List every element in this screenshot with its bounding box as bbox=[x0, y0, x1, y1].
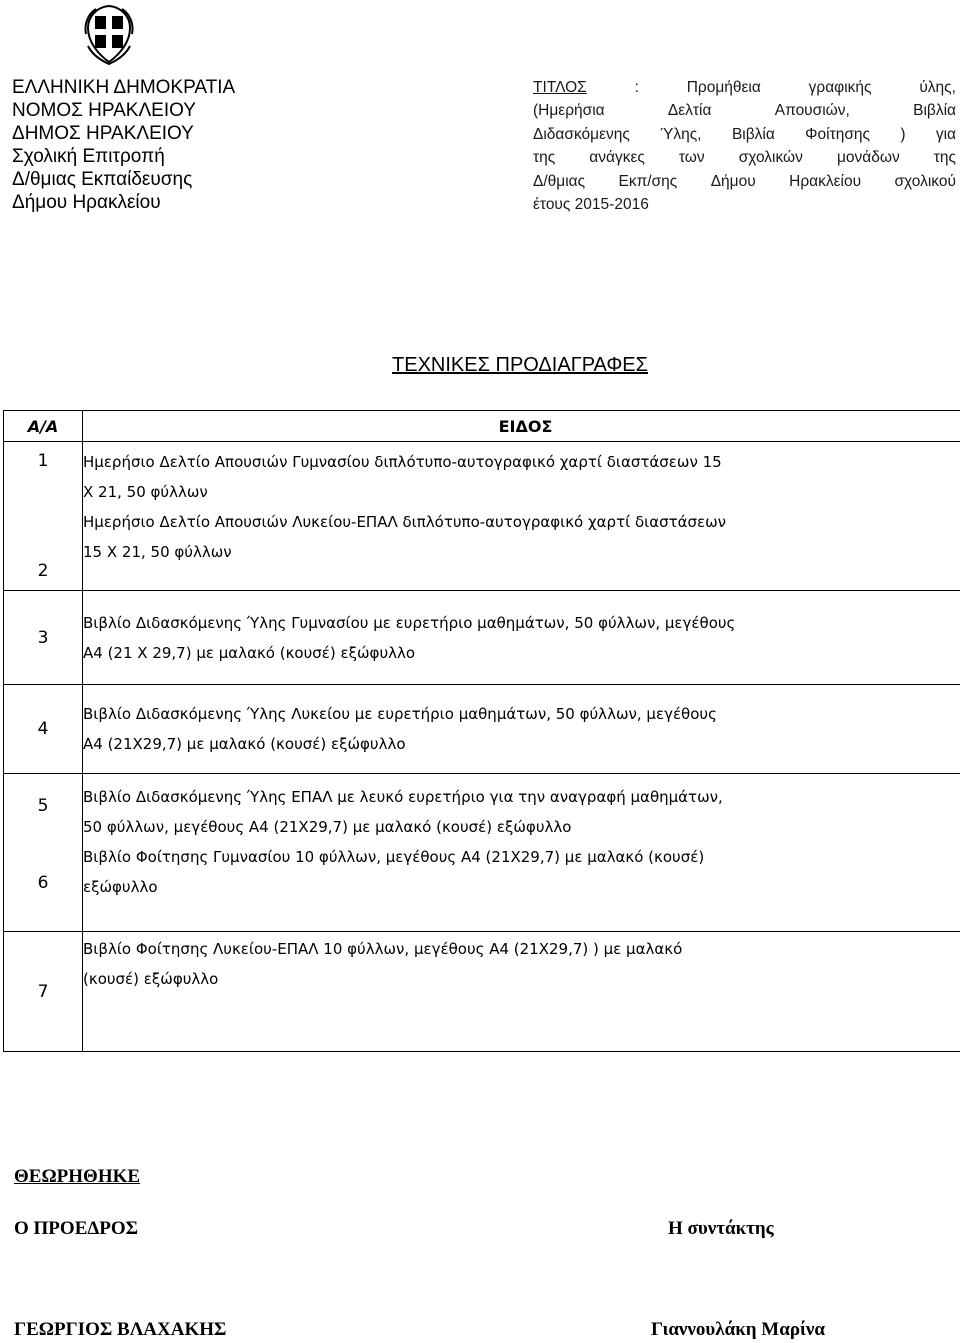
title-word: σχολικού bbox=[894, 172, 956, 190]
row-number: 1 bbox=[37, 451, 49, 471]
title-word: Δ/θμιας bbox=[533, 172, 586, 190]
column-header-aa: Α/Α bbox=[4, 411, 83, 442]
title-word: Εκπ/σης bbox=[618, 172, 678, 190]
title-line bbox=[533, 123, 956, 146]
president-name: ΓΕΩΡΓΙΟΣ ΒΛΑΧΑΚΗΣ bbox=[14, 1319, 227, 1340]
title-word: Δελτία bbox=[667, 102, 712, 120]
issuer-line: Δήμου Ηρακλείου bbox=[12, 192, 161, 213]
title-word: για bbox=[935, 125, 956, 143]
item-line: Ημερήσιο Δελτίο Απουσιών Λυκείου-ΕΠΑΛ διπλότυπο-αυτογραφικό χαρτί διαστάσεων bbox=[83, 513, 727, 531]
title-word: μονάδων bbox=[836, 149, 900, 167]
item-line: Χ 21, 50 φύλλων bbox=[83, 483, 208, 501]
table-row bbox=[4, 774, 960, 932]
item-line: 15 Χ 21, 50 φύλλων bbox=[83, 543, 232, 561]
item-line: Α4 (21 Χ 29,7) με μαλακό (κουσέ) εξώφυλλο bbox=[83, 643, 416, 662]
title-label: ΤΙΤΛΟΣ bbox=[533, 79, 587, 96]
item-line: Α4 (21Χ29,7) με μαλακό (κουσέ) εξώφυλλο bbox=[83, 735, 406, 753]
title-word: των bbox=[678, 149, 705, 167]
table-row bbox=[4, 685, 960, 774]
table-row bbox=[4, 442, 960, 591]
title-word: Ύλης, bbox=[660, 125, 702, 143]
president-title: Ο ΠΡΟΕΔΡΟΣ bbox=[14, 1218, 139, 1239]
row-number-cell bbox=[4, 685, 83, 774]
item-line: Βιβλίο Διδασκόμενης Ύλης Λυκείου με ευρετήριο μαθημάτων, 50 φύλλων, μεγέθους bbox=[83, 705, 717, 723]
item-description-cell bbox=[83, 774, 960, 932]
table-row bbox=[4, 591, 960, 685]
column-header-item: ΕΙΔΟΣ bbox=[83, 411, 960, 442]
row-number-cell bbox=[4, 442, 83, 591]
title-word: Βιβλία bbox=[913, 102, 956, 120]
item-line: Βιβλίο Φοίτησης Γυμνασίου 10 φύλλων, μεγέθους Α4 (21Χ29,7) με μαλακό (κουσέ) bbox=[83, 848, 705, 866]
item-line: Ημερήσιο Δελτίο Απουσιών Γυμνασίου διπλότυπο-αυτογραφικό χαρτί διαστάσεων 15 bbox=[83, 453, 722, 471]
item-description-cell bbox=[83, 685, 960, 774]
title-colon: : bbox=[634, 79, 639, 96]
approved-label: ΘΕΩΡΗΘΗΚΕ bbox=[14, 1166, 141, 1187]
table-row bbox=[4, 932, 960, 1052]
title-line bbox=[533, 146, 956, 169]
item-line: (κουσέ) εξώφυλλο bbox=[83, 970, 219, 988]
item-line: Βιβλίο Διδασκόμενης Ύλης ΕΠΑΛ με λευκό ευρετήριο για την αναγραφή μαθημάτων, bbox=[83, 788, 723, 806]
title-word: της bbox=[933, 149, 956, 167]
row-number: 3 bbox=[37, 627, 49, 648]
row-number-cell bbox=[4, 591, 83, 685]
issuer-block bbox=[12, 76, 302, 214]
title-word: Προμήθεια bbox=[686, 79, 761, 96]
table-header-row bbox=[4, 411, 960, 442]
title-word: Απουσιών, bbox=[774, 102, 850, 120]
item-line: Βιβλίο Φοίτησης Λυκείου-ΕΠΑΛ 10 φύλλων, μεγέθους Α4 (21Χ29,7) ) με μαλακό bbox=[83, 940, 683, 958]
item-line: 50 φύλλων, μεγέθους Α4 (21Χ29,7) με μαλακό (κουσέ) εξώφυλλο bbox=[83, 818, 572, 836]
row-number: 4 bbox=[37, 719, 49, 739]
item-description-cell bbox=[83, 442, 960, 591]
row-number: 2 bbox=[37, 561, 49, 581]
issuer-line: Δ/θμιας Εκπαίδευσης bbox=[12, 169, 193, 190]
title-word: σχολικών bbox=[738, 149, 803, 167]
title-word: Δήμου bbox=[710, 172, 756, 190]
title-word: ανάγκες bbox=[589, 149, 645, 167]
title-word: γραφικής bbox=[808, 79, 872, 96]
issuer-line: Σχολική Επιτροπή bbox=[12, 146, 165, 167]
row-number-cell bbox=[4, 774, 83, 932]
issuer-line: ΝΟΜΟΣ ΗΡΑΚΛΕΙΟΥ bbox=[12, 100, 196, 121]
item-description-cell bbox=[83, 591, 960, 685]
title-word: ύλης, bbox=[919, 79, 956, 96]
row-number: 7 bbox=[37, 981, 49, 1002]
title-line bbox=[533, 76, 956, 99]
title-line bbox=[533, 99, 956, 122]
title-line bbox=[533, 170, 956, 193]
item-description-cell bbox=[83, 932, 960, 1052]
row-number: 5 bbox=[37, 796, 49, 816]
document-title-block bbox=[533, 76, 956, 216]
title-word: Διδασκόμενης bbox=[533, 125, 630, 143]
author-title: Η συντάκτης bbox=[668, 1218, 774, 1239]
author-name: Γιαννουλάκη Μαρίνα bbox=[651, 1319, 825, 1340]
title-word: της bbox=[533, 149, 556, 167]
section-title: ΤΕΧΝΙΚΕΣ ΠΡΟΔΙΑΓΡΑΦΕΣ bbox=[392, 354, 648, 376]
greek-republic-emblem-icon bbox=[78, 4, 140, 66]
title-line bbox=[533, 193, 956, 216]
row-number-cell bbox=[4, 932, 83, 1052]
specifications-table bbox=[3, 410, 960, 1052]
row-number: 6 bbox=[37, 873, 49, 893]
title-word: Φοίτησης bbox=[805, 125, 870, 143]
title-word: (Ημερήσια bbox=[533, 102, 605, 120]
title-word: Ηρακλείου bbox=[789, 172, 862, 190]
title-word: ) bbox=[900, 125, 906, 143]
title-word: Βιβλία bbox=[731, 125, 775, 143]
item-line: εξώφυλλο bbox=[83, 878, 158, 896]
item-line: Βιβλίο Διδασκόμενης Ύλης Γυμνασίου με ευρετήριο μαθημάτων, 50 φύλλων, μεγέθους bbox=[83, 613, 736, 632]
issuer-line: ΕΛΛΗΝΙΚΗ ΔΗΜΟΚΡΑΤΙΑ bbox=[12, 77, 236, 98]
issuer-line: ΔΗΜΟΣ ΗΡΑΚΛΕΙΟΥ bbox=[12, 123, 194, 144]
title-word: έτους 2015-2016 bbox=[533, 196, 649, 214]
